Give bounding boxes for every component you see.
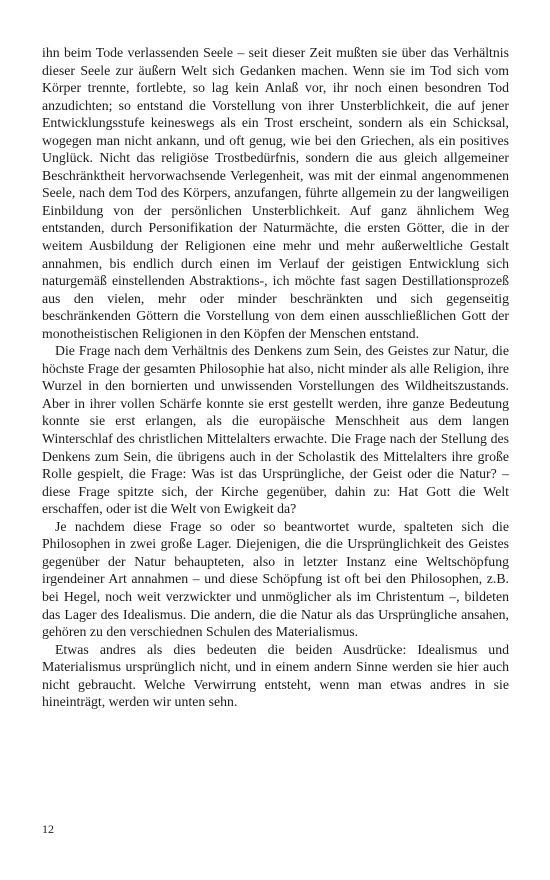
page-number: 12 [42,822,54,836]
paragraph-3: Je nachdem diese Frage so oder so beantwortet wurde, spalteten sich die Philosophen in zwei große Lager. Diejenigen, die die Ursprünglichkeit des Geistes gegenüber der Natur behaupteten, also in letzter Instanz eine Weltschöpfung irgendeiner Art annahmen – und diese Schöpfung ist oft bei den Philosophen, z.B. bei Hegel, noch weit verzwickter und unmöglicher als im Christentum –, bildeten das Lager des Idealismus. Die andern, die die Natur als das Ursprüngliche ansahen, gehören zu den verschiednen Schulen des Materialismus. [42,518,509,640]
paragraph-1: ihn beim Tode verlassenden Seele – seit dieser Zeit mußten sie über das Verhältnis dieser Seele zur äußern Welt sich Gedanken machen. Wenn sie im Tod sich vom Körper trennte, fortlebte, so lag kein Anlaß vor, ihr noch einen besondren Tod anzudichten; so entstand die Vorstellung von ihrer Unsterblichkeit, die auf jener Entwicklungsstufe keineswegs als ein Trost erscheint, sondern als ein Schicksal, wogegen man nicht ankann, und oft genug, wie bei den Griechen, als ein positives Unglück. Nicht das religiöse Trostbedürfnis, sondern die aus gleich allgemeiner Beschränktheit hervorwachsende Verlegenheit, was mit der einmal angenommenen Seele, nach dem Tod des Körpers, anzufangen, führte allgemein zu der langweiligen Einbildung von der persönlichen Unsterblichkeit. Auf ganz ähnlichem Weg entstanden, durch Personifikation der Naturmächte, die ersten Götter, die in der weitem Ausbildung der Religionen eine mehr und mehr außerweltliche Gestalt annahmen, bis endlich durch einen im Verlauf der geistigen Entwicklung sich naturgemäß einstellenden Abstraktions-, ich möchte fast sagen Destillationsprozeß aus den vielen, mehr oder minder beschränkten und sich gegenseitig beschränkenden Göttern die Vorstellung von dem einen ausschließlichen Gott der monotheistischen Religionen in den Köpfen der Menschen entstand. [42,45,509,341]
page-text-body [42,44,509,711]
paragraph-2: Die Frage nach dem Verhältnis des Denkens zum Sein, des Geistes zur Natur, die höchste Frage der gesamten Philosophie hat also, nicht minder als alle Religion, ihre Wurzel in den bornierten und unwissenden Vorstellungen des Wildheitszustands. Aber in ihrer vollen Schärfe konnte sie erst gestellt werden, ihre ganze Bedeutung konnte sie erst erlangen, als die europäische Menschheit aus dem langen Winterschlaf des christlichen Mittelalters erwachte. Die Frage nach der Stellung des Denkens zum Sein, die übrigens auch in der Scholastik des Mittelalters ihre große Rolle gespielt, die Frage: Was ist das Ursprüngliche, der Geist oder die Natur? – diese Frage spitzte sich, der Kirche gegenüber, dahin zu: Hat Gott die Welt erschaffen, oder ist die Welt von Ewigkeit da? [42,343,509,517]
paragraph-4: Etwas andres als dies bedeuten die beiden Ausdrücke: Idealismus und Materialismus ursprünglich nicht, und in einem andern Sinne werden sie hier auch nicht gebraucht. Welche Verwirrung entsteht, wenn man etwas andres in sie hineinträgt, werden wir unten sehn. [42,641,509,710]
